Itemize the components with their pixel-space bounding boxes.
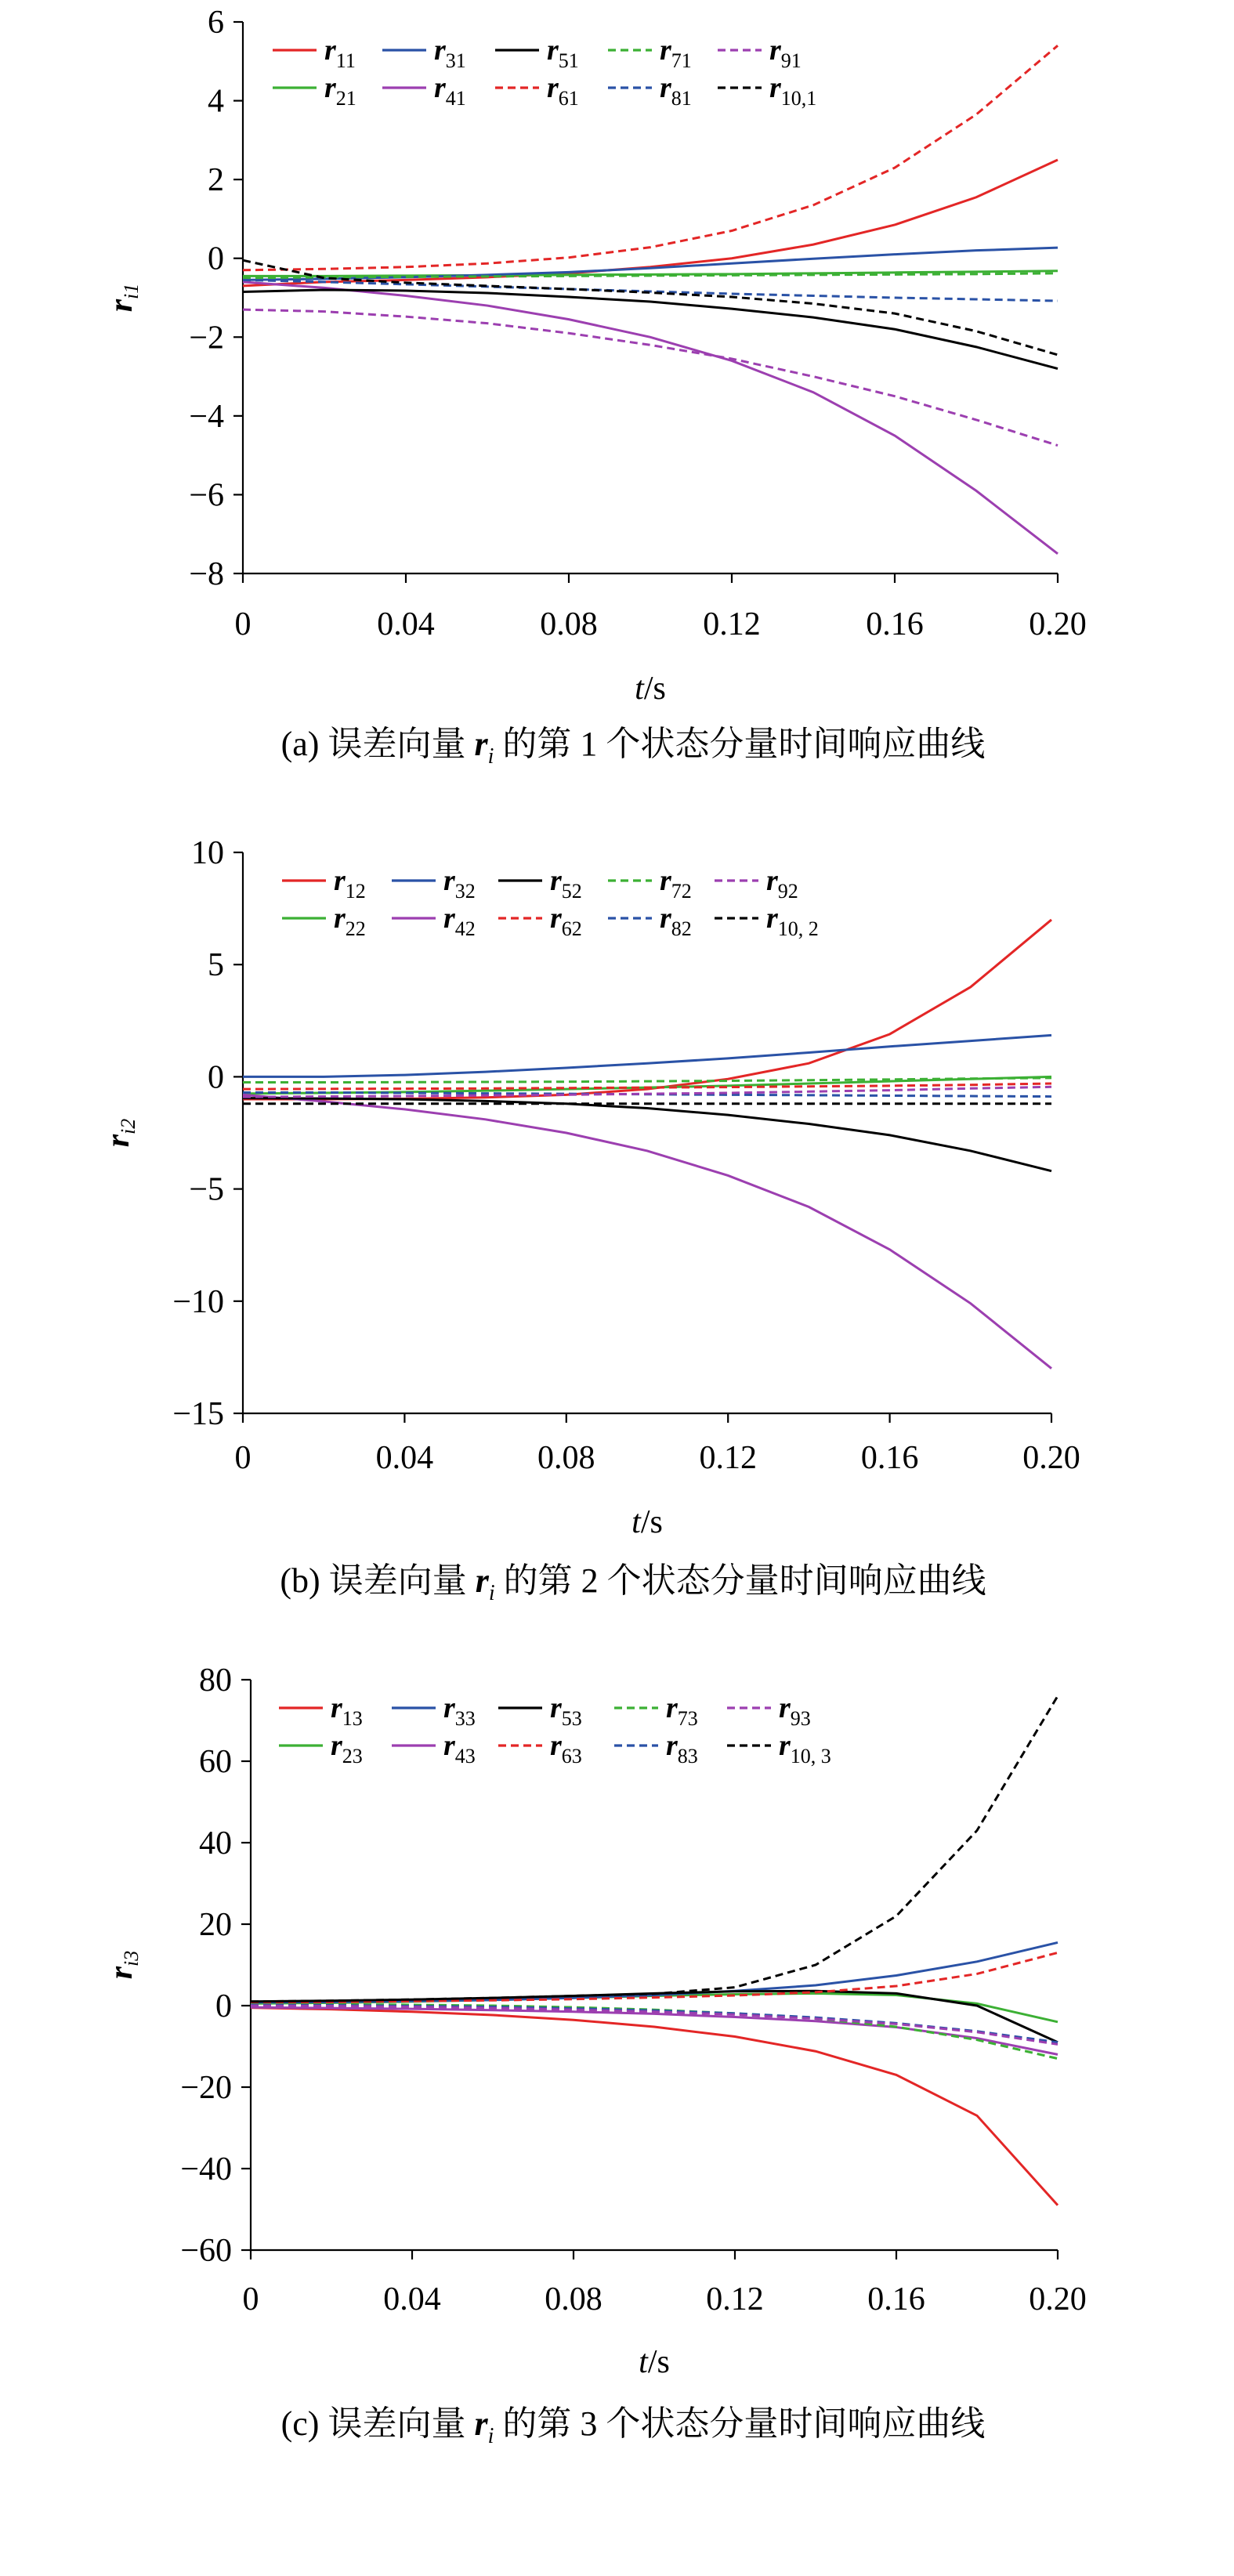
x-axis-title: t/s — [635, 671, 666, 707]
series-line-r52 — [243, 1098, 1051, 1171]
x-tick-label: 0.04 — [377, 606, 435, 642]
legend-label: $r_{11}$ — [324, 34, 356, 72]
legend-label: $r_{62}$ — [550, 902, 582, 940]
legend-label: $r_{83}$ — [666, 1729, 698, 1767]
legend-label: $r_{93}$ — [779, 1691, 811, 1730]
y-tick-label: 0 — [215, 1988, 232, 2024]
legend-label: $r_{51}$ — [547, 34, 579, 72]
legend-label: $r_{53}$ — [550, 1691, 582, 1730]
y-tick-label: 4 — [208, 83, 224, 120]
series-line-r22 — [243, 1076, 1051, 1093]
legend-label: $r_{72}$ — [660, 864, 692, 903]
chart-panel-a — [103, 5, 1087, 769]
legend-label: $r_{31}$ — [434, 34, 466, 72]
x-tick-label: 0.08 — [540, 606, 598, 642]
y-tick-label: 40 — [199, 1825, 232, 1861]
x-axis-title: t/s — [631, 1504, 663, 1540]
y-tick-label: −2 — [189, 320, 224, 356]
series-line-r61 — [243, 45, 1058, 270]
y-tick-label: −20 — [180, 2070, 232, 2106]
series-line-r13 — [251, 2008, 1058, 2205]
y-tick-label: 0 — [208, 1059, 224, 1096]
legend-label: $r_{10,1}$ — [769, 71, 817, 110]
series-line-r103 — [251, 1696, 1058, 2002]
y-tick-label: 2 — [208, 162, 224, 199]
legend-label: $r_{33}$ — [443, 1691, 476, 1730]
legend-label: $r_{82}$ — [660, 902, 692, 940]
legend-label: $r_{61}$ — [547, 71, 579, 110]
legend-label: $r_{43}$ — [443, 1729, 476, 1767]
series-line-r51 — [243, 290, 1058, 369]
series-line-r43 — [251, 2007, 1058, 2054]
y-tick-label: 80 — [199, 1662, 232, 1699]
series-line-r91 — [243, 309, 1058, 446]
legend-label: $r_{41}$ — [434, 71, 466, 110]
series-line-r62 — [243, 1084, 1051, 1089]
y-tick-label: 60 — [199, 1744, 232, 1780]
legend-label: $r_{13}$ — [331, 1691, 363, 1730]
x-tick-label: 0.20 — [1029, 2281, 1087, 2317]
x-tick-label: 0.20 — [1029, 606, 1087, 642]
series-line-r12 — [243, 920, 1051, 1099]
y-tick-label: −15 — [172, 1396, 224, 1432]
figure-caption: (b) 误差向量 $r_i$ 的第 2 个状态分量时间响应曲线 — [280, 1561, 986, 1605]
y-tick-label: −60 — [180, 2233, 232, 2269]
x-tick-label: 0.16 — [866, 606, 924, 642]
x-tick-label: 0.16 — [867, 2281, 925, 2317]
x-tick-label: 0.12 — [699, 1440, 757, 1476]
y-axis-title: ri1 — [103, 283, 143, 313]
y-tick-label: 0 — [208, 241, 224, 277]
x-tick-label: 0.08 — [545, 2281, 603, 2317]
y-axis-title: ri2 — [100, 1118, 139, 1148]
legend-label: $r_{12}$ — [334, 864, 366, 903]
legend-label: $r_{71}$ — [660, 34, 692, 72]
y-tick-label: 20 — [199, 1907, 232, 1943]
y-tick-label: −10 — [172, 1283, 224, 1320]
series-line-r42 — [243, 1094, 1051, 1368]
y-tick-label: 10 — [191, 835, 224, 871]
x-tick-label: 0 — [242, 2281, 259, 2317]
y-tick-label: −8 — [189, 556, 224, 592]
x-tick-label: 0.20 — [1022, 1440, 1080, 1476]
legend-label: $r_{63}$ — [550, 1729, 582, 1767]
x-tick-label: 0.12 — [706, 2281, 764, 2317]
y-tick-label: −4 — [189, 398, 224, 435]
figure-caption: (c) 误差向量 $r_i$ 的第 3 个状态分量时间响应曲线 — [280, 2404, 986, 2448]
x-tick-label: 0 — [234, 606, 252, 642]
legend-label: $r_{22}$ — [334, 902, 366, 940]
legend-label: $r_{10, 3}$ — [779, 1729, 831, 1767]
y-tick-label: −5 — [189, 1171, 224, 1208]
legend-label: $r_{81}$ — [660, 71, 692, 110]
y-tick-label: 6 — [208, 5, 224, 41]
legend-label: $r_{73}$ — [666, 1691, 698, 1730]
x-tick-label: 0.12 — [703, 606, 761, 642]
x-tick-label: 0.04 — [375, 1440, 434, 1476]
chart-panel-c — [103, 1662, 1087, 2448]
legend-label: $r_{91}$ — [769, 34, 802, 72]
x-tick-label: 0.08 — [537, 1440, 595, 1476]
series-line-r32 — [243, 1035, 1051, 1076]
legend-label: $r_{10, 2}$ — [766, 902, 819, 940]
x-tick-label: 0 — [234, 1440, 252, 1476]
y-tick-label: 5 — [208, 947, 224, 984]
y-axis-title: ri3 — [103, 1950, 143, 1980]
legend-label: $r_{92}$ — [766, 864, 798, 903]
legend-label: $r_{32}$ — [443, 864, 476, 903]
x-tick-label: 0.04 — [383, 2281, 441, 2317]
legend-label: $r_{52}$ — [550, 864, 582, 903]
series-line-r53 — [251, 1991, 1058, 2042]
x-axis-title: t/s — [639, 2344, 670, 2380]
x-tick-label: 0.16 — [860, 1440, 919, 1476]
legend-label: $r_{21}$ — [324, 71, 356, 110]
figure-caption: (a) 误差向量 $r_i$ 的第 1 个状态分量时间响应曲线 — [280, 725, 986, 769]
y-tick-label: −6 — [189, 477, 224, 514]
legend-label: $r_{42}$ — [443, 902, 476, 940]
legend-label: $r_{23}$ — [331, 1729, 363, 1767]
y-tick-label: −40 — [180, 2151, 232, 2187]
chart-panel-b — [100, 835, 1080, 1605]
